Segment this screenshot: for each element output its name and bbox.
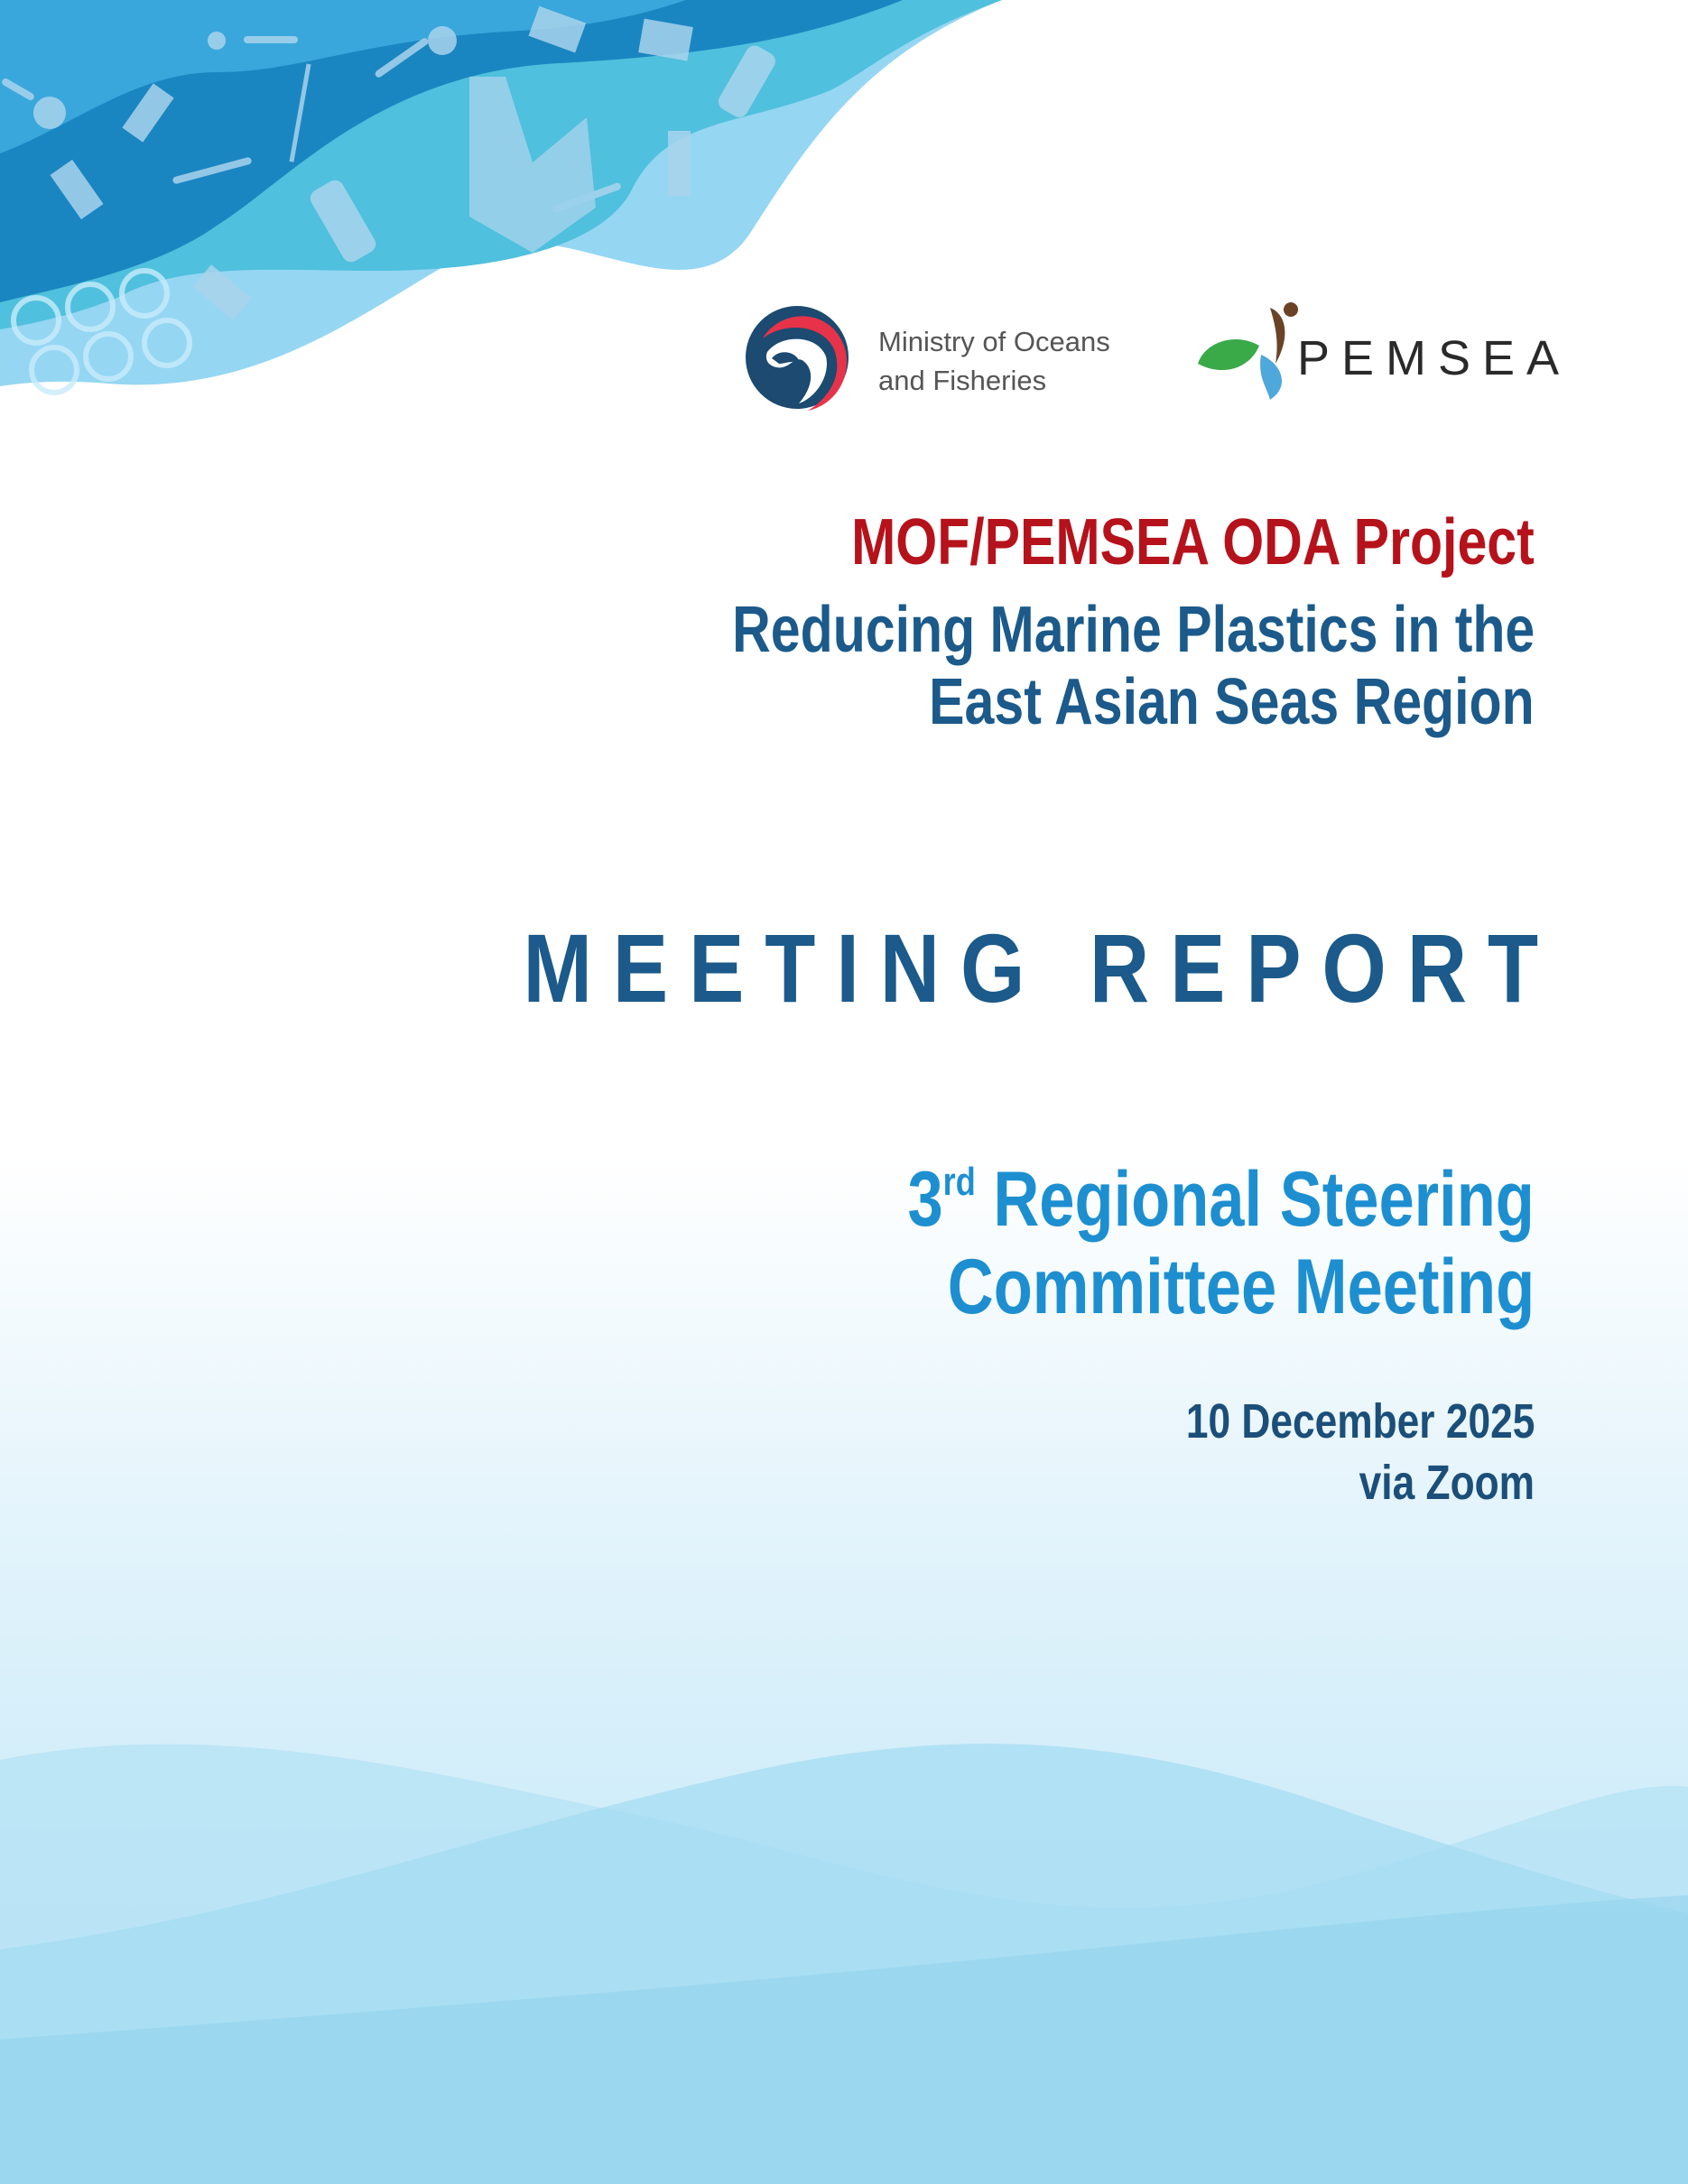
- meeting-title-line2: Committee Meeting: [947, 1244, 1535, 1330]
- project-title-line1: Reducing Marine Plastics in the: [731, 594, 1535, 666]
- meeting-ordinal-suffix: rd: [942, 1160, 976, 1204]
- mof-logo: [745, 302, 1196, 415]
- meeting-venue: via Zoom: [1359, 1456, 1535, 1510]
- meeting-title-line1: [908, 1155, 1535, 1245]
- project-label: MOF/PEMSEA ODA Project: [851, 506, 1535, 578]
- mof-name-line1: Ministry of Oceans: [878, 326, 1110, 357]
- project-title-line2: East Asian Seas Region: [929, 666, 1535, 738]
- report-type-heading: MEETING REPORT: [523, 913, 1559, 1023]
- meeting-ordinal-number: 3: [907, 1156, 943, 1243]
- mof-name-line2: and Fisheries: [878, 365, 1047, 396]
- pemsea-emblem-icon: [1196, 301, 1304, 404]
- meeting-title-rest: Regional Steering: [975, 1156, 1535, 1243]
- pemsea-wordmark: PEMSEA: [1297, 331, 1572, 385]
- mof-emblem-icon: [745, 302, 855, 412]
- meeting-date: 10 December 2025: [1185, 1394, 1535, 1448]
- pemsea-logo: [1196, 301, 1572, 404]
- bottom-wave-decoration: [0, 1679, 1688, 2184]
